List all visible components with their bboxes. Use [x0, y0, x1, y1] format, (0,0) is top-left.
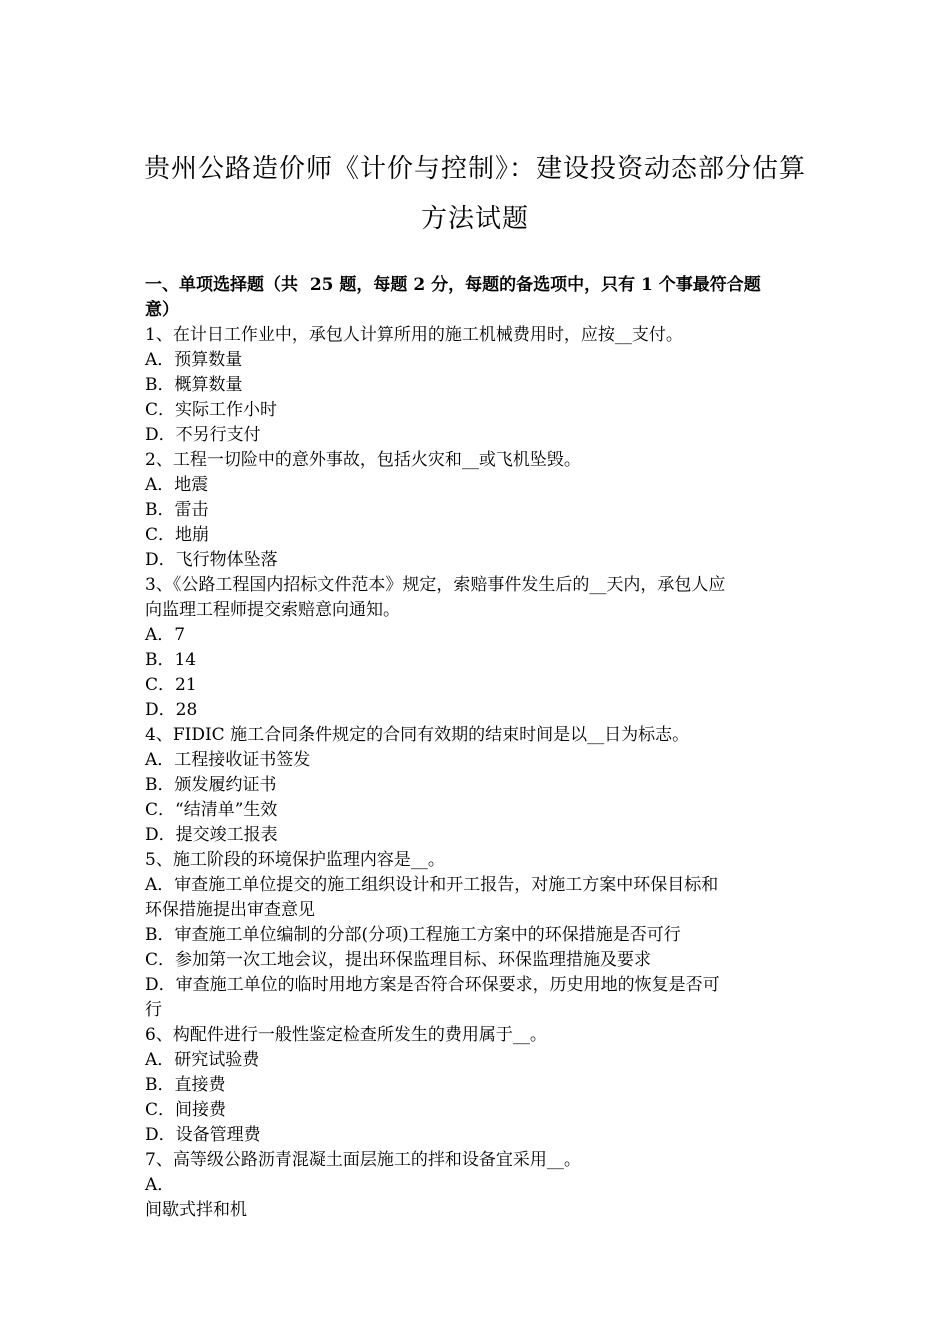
document-text-line: 1、在计日工作业中，承包人计算所用的施工机械费用时，应按__支付。: [145, 325, 683, 345]
document-text-line: C．实际工作小时: [145, 400, 278, 420]
document-text-line: 3、《公路工程国内招标文件范本》规定，索赔事件发生后的__天内，承包人应: [145, 575, 726, 595]
document-text-line: 行: [145, 1000, 162, 1020]
document-text-line: C．间接费: [145, 1100, 227, 1120]
document-text-line: A．: [145, 1175, 175, 1195]
document-text-line: D．审查施工单位的临时用地方案是否符合环保要求，历史用地的恢复是否可: [145, 975, 720, 995]
document-text-line: A．地震: [145, 475, 209, 495]
document-text-line: C．参加第一次工地会议，提出环保监理目标、环保监理措施及要求: [145, 950, 652, 970]
document-text-line: C．21: [145, 675, 197, 695]
document-text-line: A．工程接收证书签发: [145, 750, 311, 770]
document-text-line: B．审查施工单位编制的分部(分项)工程施工方案中的环保措施是否可行: [145, 925, 681, 945]
document-text-line: B．直接费: [145, 1075, 226, 1095]
document-text-line: 7、高等级公路沥青混凝土面层施工的拌和设备宜采用__。: [145, 1150, 581, 1170]
document-text-line: 2、工程一切险中的意外事故，包括火灾和__或飞机坠毁。: [145, 450, 581, 470]
document-text-line: D．设备管理费: [145, 1125, 261, 1145]
document-text-line: D．飞行物体坠落: [145, 550, 278, 570]
document-text-line: C．“结清单”生效: [145, 800, 278, 820]
document-text-line: A．审查施工单位提交的施工组织设计和开工报告，对施工方案中环保目标和: [145, 875, 719, 895]
document-text-line: D．提交竣工报表: [145, 825, 278, 845]
document-text-line: B．概算数量: [145, 375, 243, 395]
document-text-line: B．14: [145, 650, 197, 670]
document-text-line: 5、施工阶段的环境保护监理内容是__。: [145, 850, 445, 870]
document-body: [145, 273, 810, 1223]
document-text-line: 环保措施提出审查意见: [145, 900, 315, 920]
document-text-line: A．7: [145, 625, 186, 645]
document-title-line-2: 方法试题: [420, 204, 529, 234]
document-text-line: B．颁发履约证书: [145, 775, 277, 795]
section-heading-line-2: 意）: [145, 300, 179, 320]
document-text-line: D．不另行支付: [145, 425, 261, 445]
document-text-line: C．地崩: [145, 525, 210, 545]
document-text-line: A．研究试验费: [145, 1050, 260, 1070]
section-heading-line-1: 一、单项选择题（共 25 题，每题 2 分，每题的备选项中，只有 1 个事最符合题: [145, 275, 761, 295]
document-text-line: 间歇式拌和机: [145, 1200, 247, 1220]
document-text-line: 4、FIDIC 施工合同条件规定的合同有效期的结束时间是以__日为标志。: [145, 725, 690, 745]
document-text-line: A．预算数量: [145, 350, 243, 370]
document-text-line: B．雷击: [145, 500, 209, 520]
question-list: [145, 323, 810, 1223]
document-text-line: 6、构配件进行一般性鉴定检查所发生的费用属于__。: [145, 1025, 547, 1045]
document-text-line: 向监理工程师提交索赔意向通知。: [145, 600, 400, 620]
document-text-line: D．28: [145, 700, 198, 720]
document-title-line-1: 贵州公路造价师《计价与控制》：建设投资动态部分估算: [143, 154, 806, 184]
